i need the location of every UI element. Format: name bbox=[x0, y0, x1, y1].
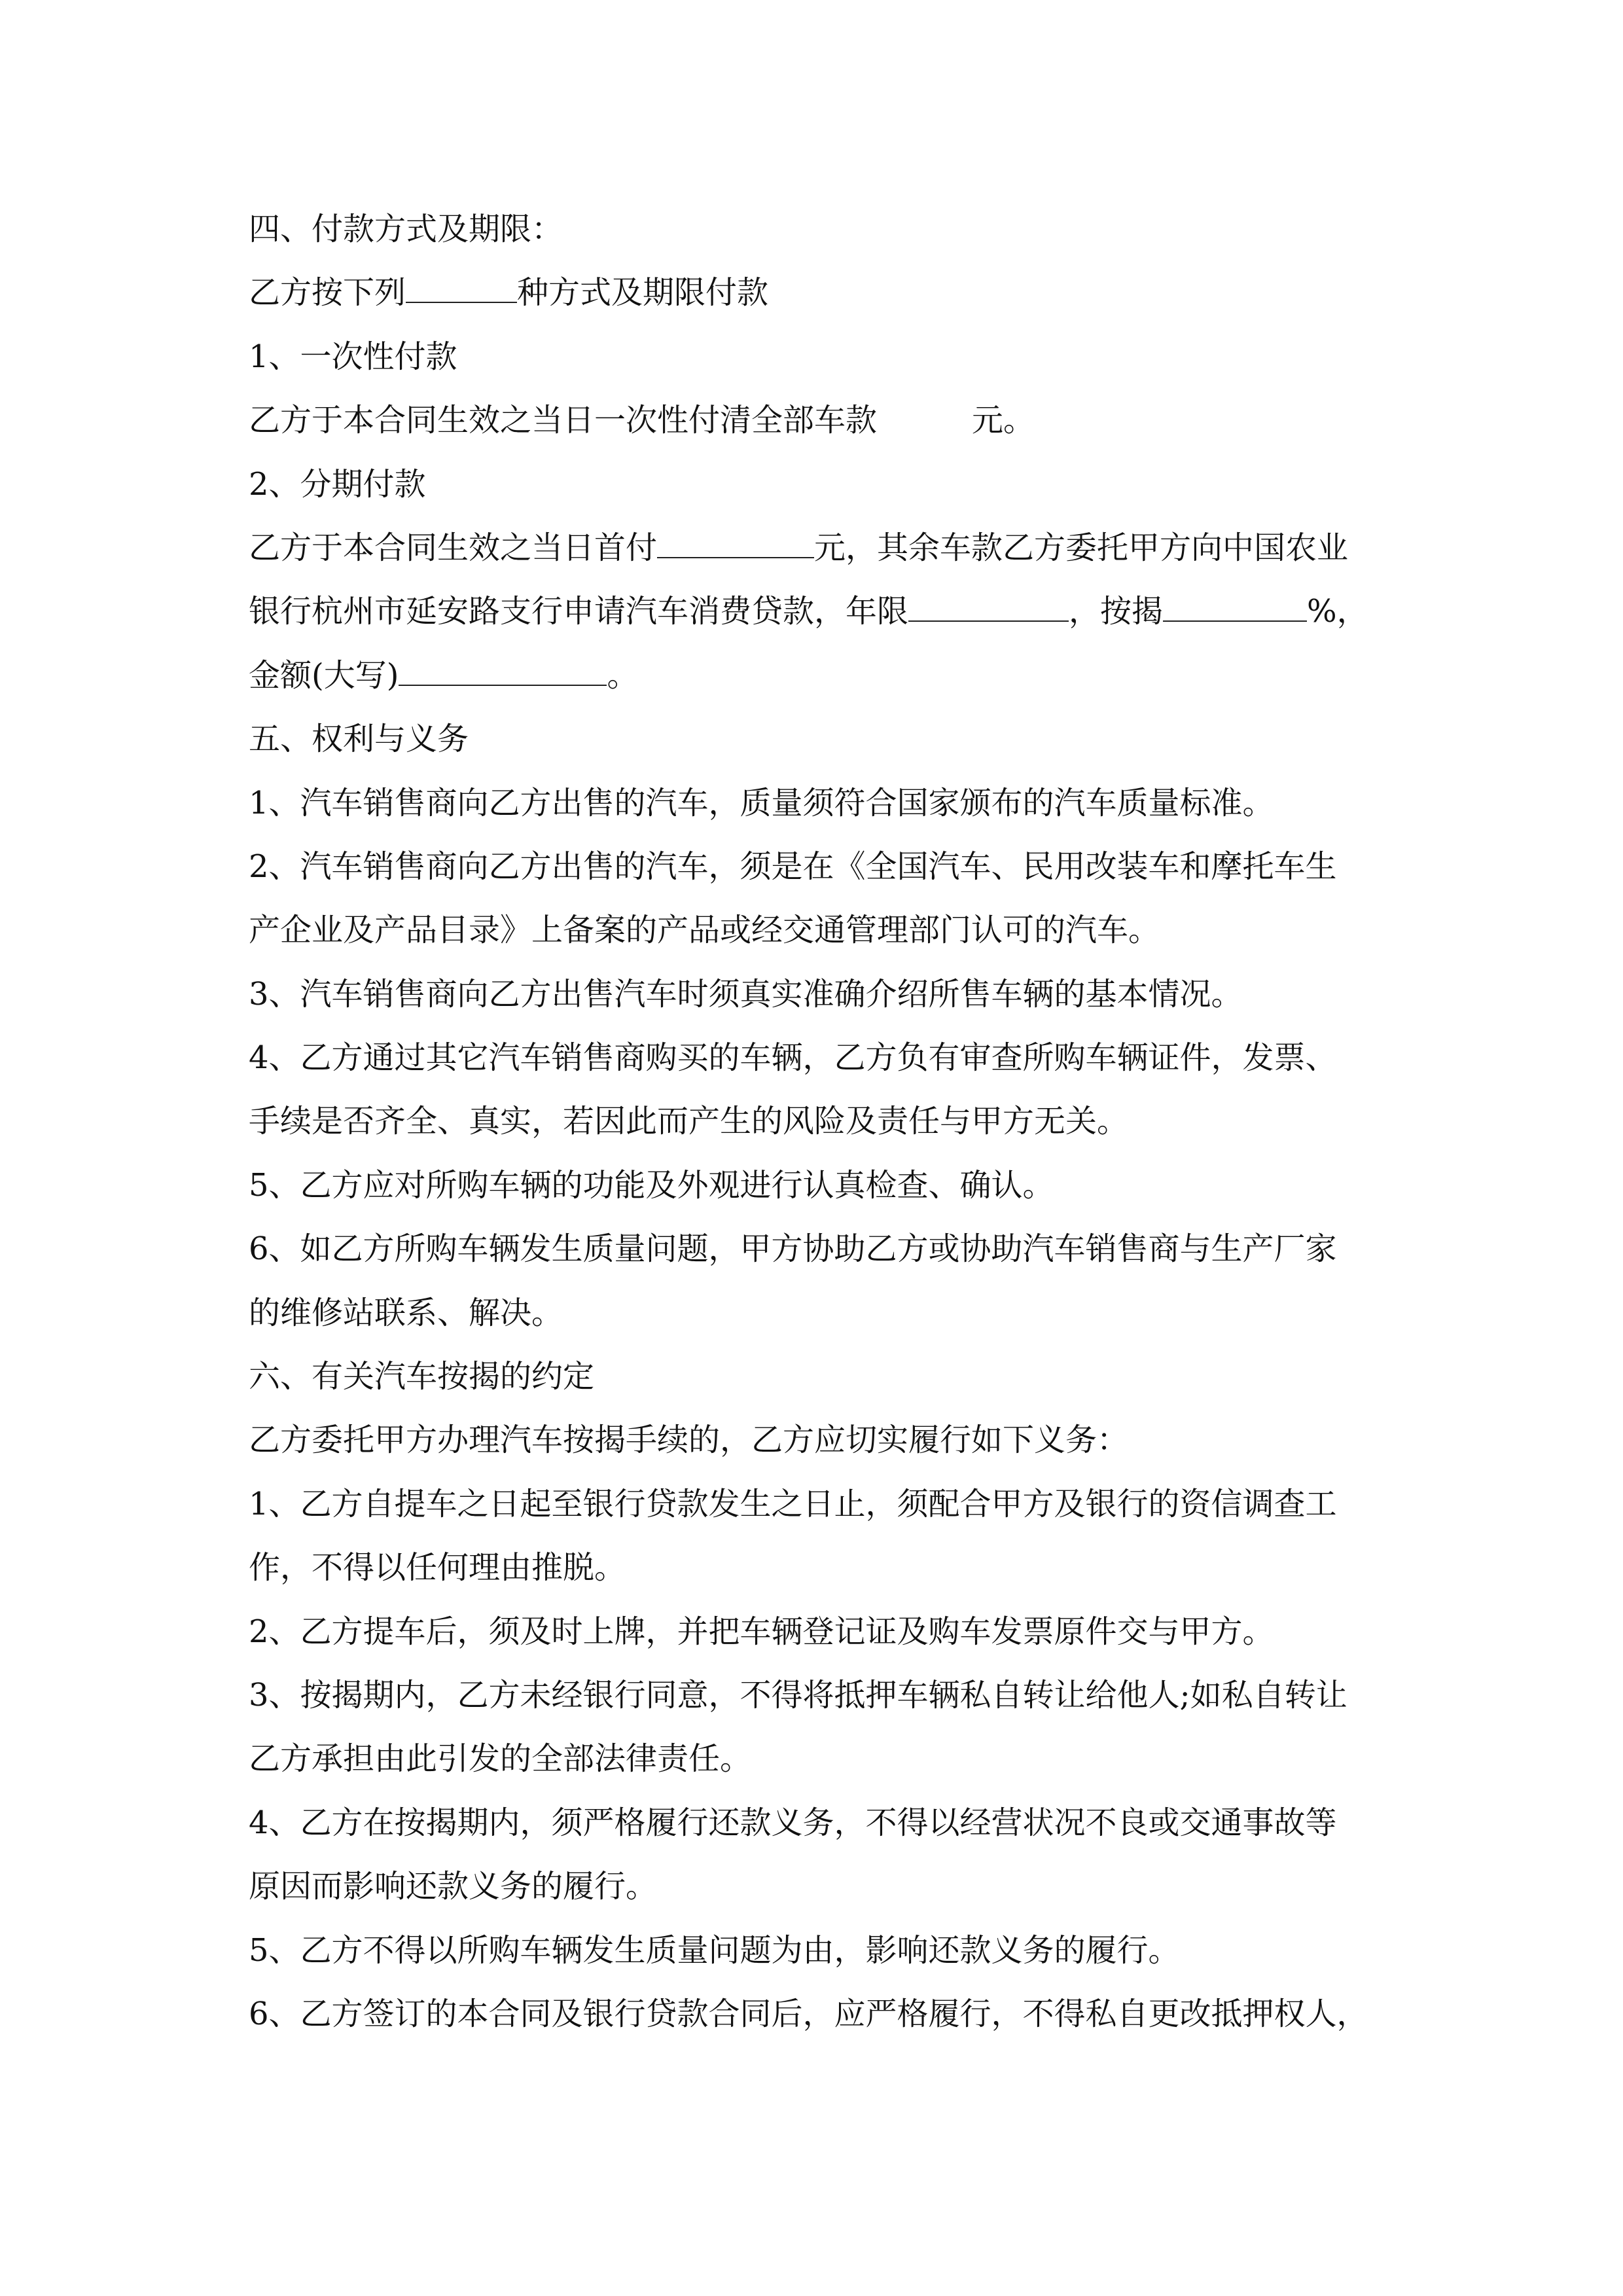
paragraph-line: 3、按揭期内，乙方未经银行同意，不得将抵押车辆私自转让给他人;如私自转让 bbox=[249, 1676, 1347, 1713]
paragraph-line: 手续是否齐全、真实，若因此而产生的风险及责任与甲方无关。 bbox=[249, 1103, 1129, 1140]
section-6-title: 六、有关汽车按揭的约定 bbox=[249, 1358, 595, 1395]
text: 乙方按下列 bbox=[249, 274, 406, 312]
blank-loan-term bbox=[908, 580, 1069, 622]
text: 种方式及期限付款 bbox=[517, 274, 769, 312]
section-4-title: 四、付款方式及期限： bbox=[249, 211, 563, 247]
item2-title: 2、分期付款 bbox=[249, 465, 426, 503]
paragraph-line: 4、乙方通过其它汽车销售商购买的车辆，乙方负有审查所购车辆证件，发票、 bbox=[249, 1039, 1337, 1077]
paragraph-line: 产企业及产品目录》上备案的产品或经交通管理部门认可的汽车。 bbox=[249, 912, 1160, 949]
paragraph-line: 6、如乙方所购车辆发生质量问题，甲方协助乙方或协助汽车销售商与生产厂家 bbox=[249, 1230, 1337, 1268]
paragraph-line: 1、汽车销售商向乙方出售的汽车，质量须符合国家颁布的汽车质量标准。 bbox=[249, 784, 1274, 821]
paragraph-line: 的维修站联系、解决。 bbox=[249, 1294, 563, 1331]
text: %， bbox=[1307, 593, 1368, 630]
paragraph-line: 2、汽车销售商向乙方出售的汽车，须是在《全国汽车、民用改装车和摩托车生 bbox=[249, 848, 1337, 885]
item1-title: 1、一次性付款 bbox=[249, 338, 457, 375]
text: 元。 bbox=[972, 402, 1035, 439]
blank-mortgage-percent bbox=[1163, 580, 1307, 622]
paragraph-line: 乙方承担由此引发的全部法律责任。 bbox=[249, 1740, 752, 1778]
text: 乙方于本合同生效之当日首付 bbox=[249, 529, 658, 566]
text: 。 bbox=[607, 656, 639, 694]
paragraph-line: 5、乙方不得以所购车辆发生质量问题为由，影响还款义务的履行。 bbox=[249, 1931, 1180, 1969]
item2-line-2 bbox=[249, 580, 1400, 643]
paragraph-line: 5、乙方应对所购车辆的功能及外观进行认真检查、确认。 bbox=[249, 1166, 1054, 1204]
text: 乙方于本合同生效之当日一次性付清全部车款 bbox=[249, 402, 878, 439]
blank-down-payment bbox=[657, 516, 814, 558]
payment-method-line bbox=[249, 261, 1400, 325]
item2-line-1 bbox=[249, 516, 1400, 580]
paragraph-line: 作，不得以任何理由推脱。 bbox=[249, 1549, 626, 1587]
document-page bbox=[249, 198, 1400, 2046]
text: 银行杭州市延安路支行申请汽车消费贷款，年限 bbox=[249, 593, 909, 630]
paragraph-line: 原因而影响还款义务的履行。 bbox=[249, 1868, 658, 1905]
paragraph-line: 2、乙方提车后，须及时上牌，并把车辆登记证及购车发票原件交与甲方。 bbox=[249, 1613, 1274, 1650]
blank-method-count bbox=[406, 261, 517, 303]
section-5-title: 五、权利与义务 bbox=[249, 721, 469, 758]
item2-line-3 bbox=[249, 644, 1400, 708]
paragraph-line: 乙方委托甲方办理汽车按揭手续的，乙方应切实履行如下义务： bbox=[249, 1422, 1129, 1459]
text: ，按揭 bbox=[1069, 593, 1164, 630]
blank-amount-words bbox=[399, 644, 607, 686]
text: 元，其余车款乙方委托甲方向中国农业 bbox=[814, 529, 1349, 566]
paragraph-line: 4、乙方在按揭期内，须严格履行还款义务，不得以经营状况不良或交通事故等 bbox=[249, 1804, 1337, 1841]
paragraph-line: 3、汽车销售商向乙方出售汽车时须真实准确介绍所售车辆的基本情况。 bbox=[249, 975, 1243, 1013]
text: 金额(大写) bbox=[249, 656, 399, 694]
paragraph-line: 1、乙方自提车之日起至银行贷款发生之日止，须配合甲方及银行的资信调查工 bbox=[249, 1485, 1337, 1522]
paragraph-line: 6、乙方签订的本合同及银行贷款合同后，应严格履行，不得私自更改抵押权人， bbox=[249, 1995, 1368, 2032]
item1-line bbox=[249, 389, 1400, 452]
